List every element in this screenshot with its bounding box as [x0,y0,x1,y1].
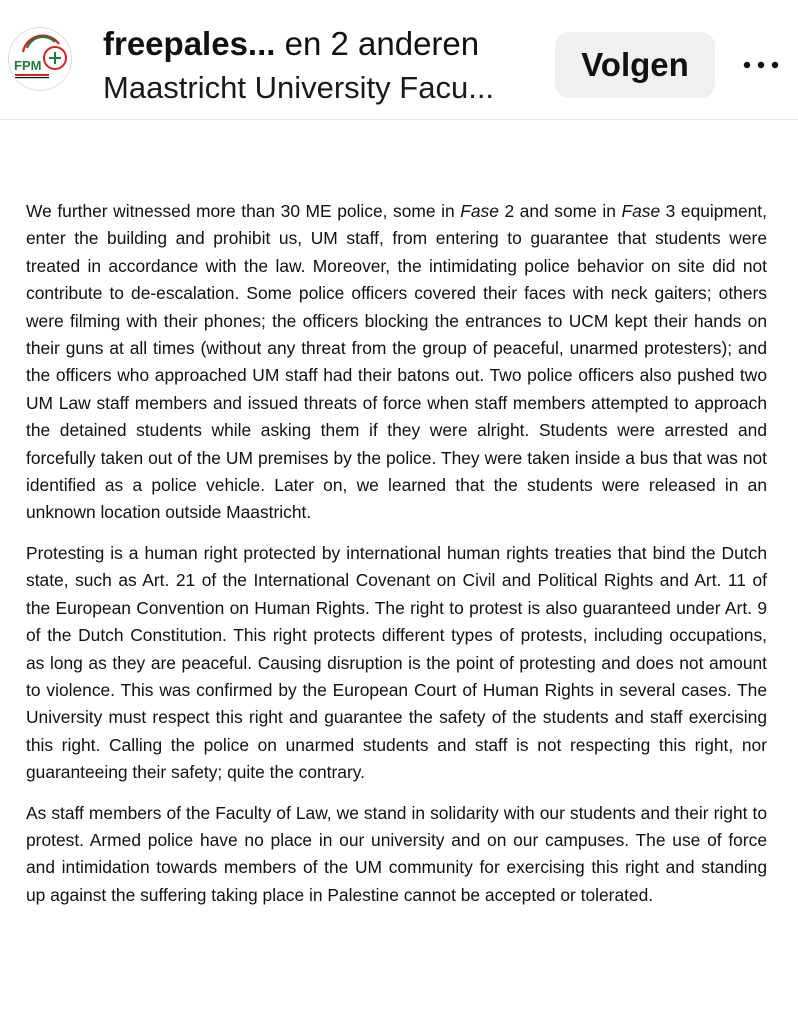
post-header [0,0,798,120]
more-horizontal-icon [738,44,784,86]
username[interactable]: freepales... [103,25,276,62]
more-options-button[interactable] [738,44,784,86]
collaborators-text[interactable]: en 2 anderen [284,25,480,62]
avatar-initials-f: FPM [14,58,42,73]
post-subtitle[interactable]: Maastricht University Facu... [103,70,495,105]
p1-text-1: We further witnessed more than 30 ME police, some in [26,201,461,221]
p1-text-2: 2 and some in [498,201,622,221]
p1-fase-term-1: Fase [460,201,499,221]
follow-button[interactable]: Volgen [555,32,715,98]
profile-avatar[interactable] [8,27,72,91]
paragraph-police-witness [26,198,767,527]
free-palestine-maastricht-logo-icon [9,28,72,91]
post-author-line[interactable] [103,22,479,66]
p1-text-3: 3 equipment, enter the building and prohibit us, UM staff, from entering to guarantee that students were treated in accordance with the law. Moreover, the intimidating police behavior on site did not contribute to de-escalation. Some police officers covered their faces with neck gaiters; others were filming with their phones; the officers blocking the entrances to UCM kept their hands on their guns at all times (without any threat from the group of peaceful, unarmed protesters); and the officers who approached UM staff had their batons out. Two police officers also pushed two UM Law staff members and issued threats of force when staff members attempted to approach the detained students while asking them if they were alright. Students were arrested and forcefully taken out of the UM premises by the police. They were taken inside a bus that was not identified as a police vehicle. Later on, we learned that the students were released in an unknown location outside Maastricht. [26,201,767,523]
paragraph-solidarity: As staff members of the Faculty of Law, we stand in solidarity with our students and their right to protest. Armed police have no place in our university and on our campuses. The use of force and intimidation towards members of the UM community for exercising this right and standing up against the suffering taking place in Palestine cannot be accepted or tolerated. [26,802,767,905]
paragraph-right-to-protest: Protesting is a human right protected by international human rights treaties that bind the Dutch state, such as Art. 21 of the International Covenant on Civil and Political Rights and Art. 11 of the European Convention on Human Rights. The right to protest is also guaranteed under Art. 9 of the Dutch Constitution. This right protects different types of protests, including occupations, as long as they are peaceful. Causing disruption is the point of protesting and does not amount to violence. This was confirmed by the European Court of Human Rights in several cases. The University must respect this right and guarantee the safety of the students and staff exercising this right. Calling the police on unarmed students and staff is not respecting this right, nor guaranteeing their safety; quite the contrary. [26,542,767,783]
p1-fase-term-2: Fase [621,201,661,221]
post-document [26,198,767,922]
